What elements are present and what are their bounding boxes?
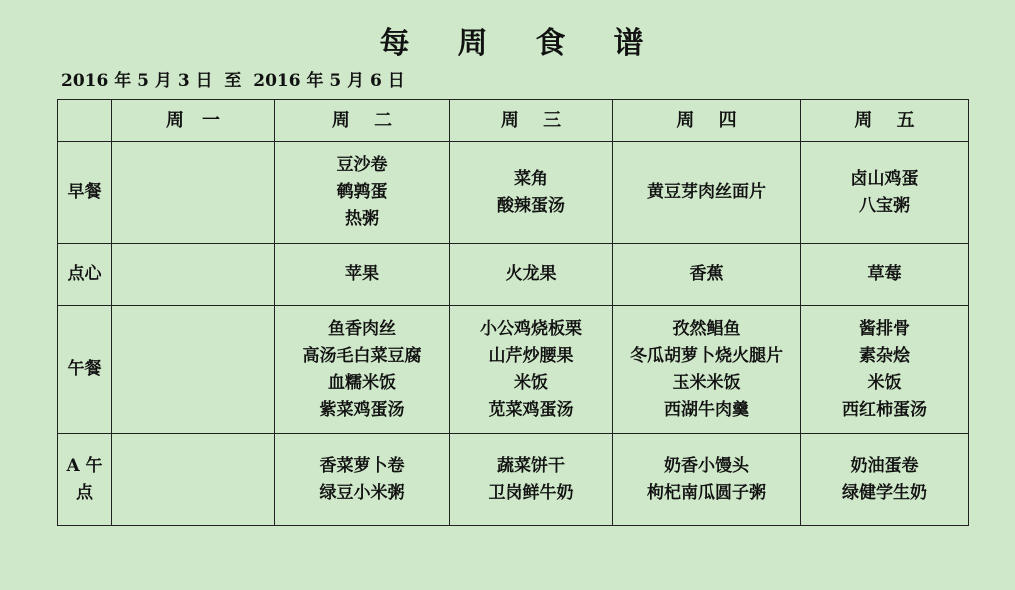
menu-cell [112, 142, 275, 244]
day-header-thursday: 周 四 [613, 100, 801, 142]
menu-cell [613, 306, 801, 434]
day-header-wednesday: 周 三 [450, 100, 613, 142]
date-range: 2016 年 5 月 3 日 至 2016 年 5 月 6 日 [61, 71, 405, 91]
day-header-monday: 周 一 [112, 100, 275, 142]
dish-name: 绿豆小米粥 [319, 482, 405, 503]
dish-name: 枸杞南瓜圆子粥 [647, 482, 766, 503]
menu-cell [613, 244, 801, 306]
dish-name: 高汤毛白菜豆腐 [302, 345, 422, 366]
menu-cell [450, 306, 613, 434]
dish-name: 小公鸡烧板栗 [480, 318, 582, 339]
day-header-tuesday: 周 二 [275, 100, 450, 142]
menu-cell [112, 434, 275, 526]
dish-name: 热粥 [345, 209, 379, 229]
dish-name: 卫岗鲜牛奶 [488, 482, 574, 503]
dish-name: 紫菜鸡蛋汤 [319, 399, 405, 420]
menu-cell [801, 306, 969, 434]
meal-row-breakfast [58, 142, 969, 244]
menu-cell [613, 142, 801, 244]
meal-label [58, 244, 112, 306]
dish-name: 山芹炒腰果 [488, 345, 574, 366]
dish-name: 鹌鹑蛋 [336, 182, 388, 202]
dish-name: 香菜萝卜卷 [319, 455, 405, 476]
corner-cell [58, 100, 112, 142]
dish-name: 香蕉 [689, 264, 724, 284]
meal-label [58, 142, 112, 244]
menu-cell [613, 434, 801, 526]
meal-label-line: A 午 [66, 455, 103, 476]
menu-cell [450, 434, 613, 526]
dish-name: 冬瓜胡萝卜烧火腿片 [630, 345, 783, 366]
dish-name: 玉米米饭 [672, 372, 741, 393]
dish-name: 豆沙卷 [336, 155, 388, 175]
title-char: 每 [379, 26, 412, 61]
menu-cell [275, 434, 450, 526]
dish-name: 鱼香肉丝 [328, 318, 396, 339]
menu-cell [275, 306, 450, 434]
title-char: 周 [457, 26, 490, 61]
dish-name: 黄豆芽肉丝面片 [647, 182, 766, 202]
dish-name: 蔬菜饼干 [497, 455, 565, 476]
dish-name: 奶油蛋卷 [850, 455, 919, 476]
dish-name: 米饭 [867, 372, 902, 393]
dish-name: 素杂烩 [859, 345, 910, 366]
dish-name: 绿健学生奶 [842, 482, 927, 503]
page-title [0, 18, 1015, 62]
meal-label-line: 点 [76, 482, 93, 503]
dish-name: 苹果 [345, 264, 379, 284]
menu-cell [275, 142, 450, 244]
menu-cell [275, 244, 450, 306]
dish-name: 酱排骨 [859, 318, 910, 339]
title-char: 食 [535, 26, 568, 61]
meal-row-snack [58, 244, 969, 306]
dish-name: 卤山鸡蛋 [850, 168, 919, 189]
dish-name: 米饭 [514, 372, 548, 393]
dish-name: 西湖牛肉羹 [664, 399, 749, 420]
menu-cell [450, 142, 613, 244]
meal-row-lunch [58, 306, 969, 434]
dish-name: 八宝粥 [859, 195, 910, 216]
header-row [58, 100, 969, 142]
meal-label [58, 306, 112, 434]
dish-name: 孜然鲳鱼 [672, 318, 741, 339]
dish-name: 草莓 [867, 264, 902, 284]
menu-cell [801, 244, 969, 306]
menu-cell [801, 142, 969, 244]
meal-label-line: 早餐 [67, 182, 102, 202]
meal-label [58, 434, 112, 526]
title-char: 谱 [613, 26, 646, 61]
day-header-friday: 周 五 [801, 100, 969, 142]
meal-row-afternoon-snack [58, 434, 969, 526]
menu-cell [801, 434, 969, 526]
menu-cell [112, 306, 275, 434]
dish-name: 苋菜鸡蛋汤 [488, 399, 574, 420]
meal-label-line: 午餐 [67, 359, 102, 379]
weekly-menu-table [57, 99, 969, 526]
menu-cell [450, 244, 613, 306]
dish-name: 菜角 [514, 168, 548, 189]
menu-cell [112, 244, 275, 306]
dish-name: 火龙果 [505, 264, 557, 284]
dish-name: 西红柿蛋汤 [842, 399, 927, 420]
dish-name: 酸辣蛋汤 [497, 195, 565, 216]
dish-name: 奶香小馒头 [664, 455, 749, 476]
dish-name: 血糯米饭 [328, 372, 396, 393]
meal-label-line: 点心 [67, 264, 102, 284]
